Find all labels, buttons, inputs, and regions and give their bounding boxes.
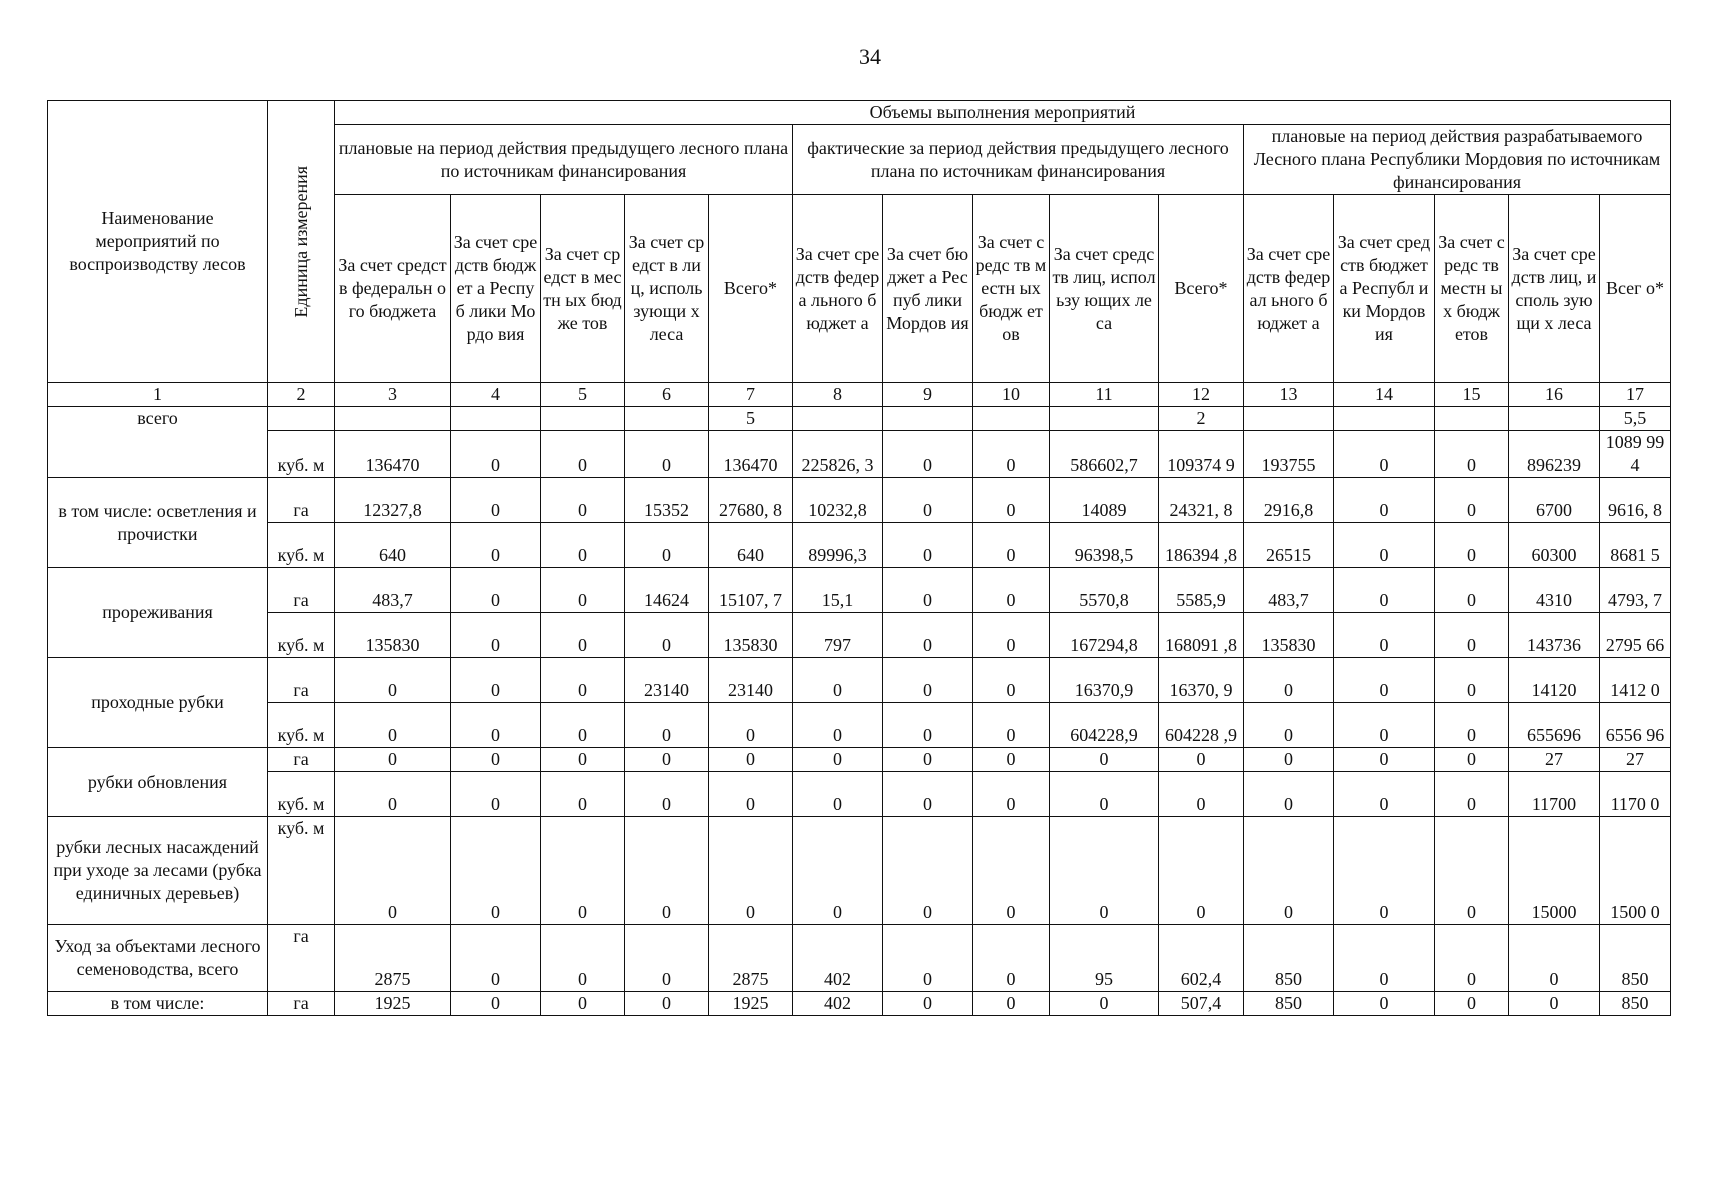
table-row (48, 658, 1671, 703)
value-cell: 9616, 8 (1600, 478, 1671, 523)
value-cell: 23140 (709, 658, 793, 703)
value-cell: 0 (1050, 772, 1159, 817)
value-cell: 850 (1244, 992, 1334, 1016)
value-cell: 6556 96 (1600, 703, 1671, 748)
row-group-name: всего (48, 407, 268, 478)
value-cell: 0 (1435, 568, 1509, 613)
row-unit: га (268, 748, 335, 772)
value-cell (973, 407, 1050, 431)
column-number: 16 (1509, 383, 1600, 407)
value-cell: 0 (625, 523, 709, 568)
value-cell: 0 (625, 772, 709, 817)
value-cell: 135830 (709, 613, 793, 658)
header-unit (268, 101, 335, 383)
value-cell: 0 (1435, 703, 1509, 748)
value-cell: 0 (335, 658, 451, 703)
table-row (48, 568, 1671, 613)
subheader-g2-1: За счет средств федера льного бюджет а (793, 195, 883, 383)
value-cell: 0 (451, 658, 541, 703)
value-cell: 0 (973, 992, 1050, 1016)
column-number: 2 (268, 383, 335, 407)
value-cell: 0 (1334, 925, 1435, 992)
value-cell: 1412 0 (1600, 658, 1671, 703)
value-cell: 0 (883, 817, 973, 925)
value-cell: 0 (541, 925, 625, 992)
value-cell (451, 407, 541, 431)
value-cell: 0 (335, 772, 451, 817)
header-volumes: Объемы выполнения мероприятий (335, 101, 1671, 125)
value-cell: 0 (1334, 748, 1435, 772)
value-cell: 1089 994 (1600, 431, 1671, 478)
row-group-name: проходные рубки (48, 658, 268, 748)
value-cell: 143736 (1509, 613, 1600, 658)
row-unit: куб. м (268, 703, 335, 748)
value-cell: 586602,7 (1050, 431, 1159, 478)
value-cell: 0 (451, 703, 541, 748)
value-cell: 16370,9 (1050, 658, 1159, 703)
row-unit: куб. м (268, 523, 335, 568)
value-cell: 5570,8 (1050, 568, 1159, 613)
value-cell: 5 (709, 407, 793, 431)
value-cell: 109374 9 (1159, 431, 1244, 478)
row-unit: га (268, 992, 335, 1016)
value-cell: 0 (451, 523, 541, 568)
row-unit: га (268, 478, 335, 523)
value-cell: 0 (1435, 658, 1509, 703)
value-cell: 0 (1334, 613, 1435, 658)
column-number: 6 (625, 383, 709, 407)
row-group-name: рубки лесных насаждений при уходе за лесами (рубка единичных деревьев) (48, 817, 268, 925)
value-cell: 0 (625, 613, 709, 658)
value-cell: 135830 (335, 613, 451, 658)
column-number: 11 (1050, 383, 1159, 407)
value-cell: 0 (883, 658, 973, 703)
value-cell: 27 (1509, 748, 1600, 772)
table-row (48, 703, 1671, 748)
value-cell: 0 (883, 703, 973, 748)
value-cell: 0 (709, 772, 793, 817)
value-cell (541, 407, 625, 431)
value-cell: 0 (793, 658, 883, 703)
value-cell: 0 (335, 748, 451, 772)
value-cell: 602,4 (1159, 925, 1244, 992)
value-cell: 0 (973, 523, 1050, 568)
value-cell: 1170 0 (1600, 772, 1671, 817)
value-cell: 0 (1435, 817, 1509, 925)
value-cell: 0 (541, 613, 625, 658)
value-cell: 0 (883, 925, 973, 992)
value-cell: 2 (1159, 407, 1244, 431)
value-cell: 0 (1244, 748, 1334, 772)
value-cell: 0 (1334, 658, 1435, 703)
value-cell: 0 (973, 568, 1050, 613)
value-cell (1509, 407, 1600, 431)
subheader-g3-1: За счет средств федерал ьного бюджет а (1244, 195, 1334, 383)
value-cell: 0 (1435, 523, 1509, 568)
column-number: 12 (1159, 383, 1244, 407)
value-cell: 0 (1334, 703, 1435, 748)
value-cell: 604228,9 (1050, 703, 1159, 748)
subheader-g2-2: За счет бюджет а Респуб лики Мордов ия (883, 195, 973, 383)
value-cell: 0 (541, 523, 625, 568)
value-cell: 0 (973, 658, 1050, 703)
value-cell: 0 (541, 748, 625, 772)
value-cell: 15352 (625, 478, 709, 523)
value-cell: 0 (451, 613, 541, 658)
value-cell: 483,7 (335, 568, 451, 613)
table-row (48, 992, 1671, 1016)
value-cell: 0 (541, 992, 625, 1016)
value-cell: 0 (793, 772, 883, 817)
value-cell: 15107, 7 (709, 568, 793, 613)
table-row (48, 431, 1671, 478)
value-cell: 0 (1244, 703, 1334, 748)
value-cell: 604228 ,9 (1159, 703, 1244, 748)
value-cell: 0 (625, 703, 709, 748)
value-cell: 0 (883, 772, 973, 817)
subheader-g2-5: Всего* (1159, 195, 1244, 383)
row-group-name: рубки обновления (48, 748, 268, 817)
value-cell (1244, 407, 1334, 431)
value-cell: 0 (973, 817, 1050, 925)
value-cell: 0 (973, 613, 1050, 658)
value-cell: 1925 (335, 992, 451, 1016)
value-cell: 0 (1509, 992, 1600, 1016)
value-cell: 0 (709, 817, 793, 925)
value-cell: 14089 (1050, 478, 1159, 523)
header-unit-text: Единица измерения (290, 165, 311, 318)
value-cell: 5585,9 (1159, 568, 1244, 613)
value-cell: 0 (1334, 431, 1435, 478)
header-name: Наименование мероприятий по воспроизводству лесов (48, 101, 268, 383)
value-cell: 0 (625, 992, 709, 1016)
subheader-g1-5: Всего* (709, 195, 793, 383)
value-cell: 0 (451, 925, 541, 992)
value-cell: 640 (335, 523, 451, 568)
column-number: 10 (973, 383, 1050, 407)
row-group-name: в том числе: осветления и прочистки (48, 478, 268, 568)
row-group-name: прореживания (48, 568, 268, 658)
value-cell: 0 (1244, 817, 1334, 925)
value-cell: 16370, 9 (1159, 658, 1244, 703)
value-cell: 0 (1435, 478, 1509, 523)
value-cell: 0 (335, 817, 451, 925)
value-cell: 0 (883, 613, 973, 658)
value-cell: 135830 (1244, 613, 1334, 658)
table-row (48, 613, 1671, 658)
value-cell: 0 (541, 703, 625, 748)
table-row (48, 817, 1671, 925)
value-cell (335, 407, 451, 431)
value-cell: 483,7 (1244, 568, 1334, 613)
row-group-name: в том числе: (48, 992, 268, 1016)
value-cell (793, 407, 883, 431)
value-cell: 27680, 8 (709, 478, 793, 523)
subheader-g1-2: За счет средств бюджет а Респуб лики Мордо вия (451, 195, 541, 383)
table-row (48, 523, 1671, 568)
table-row (48, 925, 1671, 992)
value-cell: 0 (709, 703, 793, 748)
value-cell: 0 (541, 658, 625, 703)
value-cell: 0 (451, 478, 541, 523)
header-group-planned-prev: плановые на период действия предыдущего лесного плана по источникам финансирования (335, 125, 793, 195)
value-cell: 14120 (1509, 658, 1600, 703)
column-number: 3 (335, 383, 451, 407)
value-cell: 6700 (1509, 478, 1600, 523)
value-cell: 0 (973, 703, 1050, 748)
column-number: 8 (793, 383, 883, 407)
value-cell: 797 (793, 613, 883, 658)
subheader-g1-3: За счет средст в местн ых бюдже тов (541, 195, 625, 383)
value-cell: 0 (1334, 992, 1435, 1016)
value-cell: 0 (709, 748, 793, 772)
value-cell: 1925 (709, 992, 793, 1016)
value-cell: 850 (1244, 925, 1334, 992)
value-cell: 0 (883, 523, 973, 568)
value-cell: 0 (973, 925, 1050, 992)
value-cell: 0 (625, 431, 709, 478)
value-cell: 89996,3 (793, 523, 883, 568)
value-cell (1334, 407, 1435, 431)
row-unit: куб. м (268, 431, 335, 478)
value-cell: 0 (883, 568, 973, 613)
value-cell: 2875 (709, 925, 793, 992)
value-cell: 0 (973, 748, 1050, 772)
value-cell: 0 (1159, 817, 1244, 925)
row-unit: га (268, 658, 335, 703)
value-cell: 0 (451, 568, 541, 613)
value-cell (625, 407, 709, 431)
value-cell: 167294,8 (1050, 613, 1159, 658)
value-cell: 0 (1159, 748, 1244, 772)
value-cell: 2916,8 (1244, 478, 1334, 523)
subheader-g2-3: За счет средс тв местн ых бюдж етов (973, 195, 1050, 383)
value-cell: 655696 (1509, 703, 1600, 748)
value-cell: 0 (451, 748, 541, 772)
value-cell: 24321, 8 (1159, 478, 1244, 523)
value-cell (1435, 407, 1509, 431)
column-number: 1 (48, 383, 268, 407)
value-cell: 0 (625, 925, 709, 992)
row-unit: куб. м (268, 613, 335, 658)
table-body (48, 101, 1671, 1016)
value-cell: 4793, 7 (1600, 568, 1671, 613)
column-number: 7 (709, 383, 793, 407)
subheader-g3-3: За счет средс тв местн ых бюдж етов (1435, 195, 1509, 383)
value-cell: 0 (541, 772, 625, 817)
value-cell: 0 (883, 748, 973, 772)
value-cell: 26515 (1244, 523, 1334, 568)
table-row (48, 407, 1671, 431)
subheader-g3-4: За счет средств лиц, исполь зующи х леса (1509, 195, 1600, 383)
value-cell: 23140 (625, 658, 709, 703)
value-cell: 95 (1050, 925, 1159, 992)
subheader-g3-5: Всег о* (1600, 195, 1671, 383)
value-cell: 0 (793, 817, 883, 925)
value-cell: 896239 (1509, 431, 1600, 478)
value-cell: 15,1 (793, 568, 883, 613)
value-cell (1050, 407, 1159, 431)
row-unit: куб. м (268, 817, 335, 925)
value-cell: 0 (335, 703, 451, 748)
row-unit: куб. м (268, 772, 335, 817)
value-cell: 0 (1509, 925, 1600, 992)
value-cell: 0 (1050, 817, 1159, 925)
column-number: 4 (451, 383, 541, 407)
value-cell: 96398,5 (1050, 523, 1159, 568)
value-cell: 0 (1334, 523, 1435, 568)
value-cell: 0 (1159, 772, 1244, 817)
value-cell: 0 (1334, 568, 1435, 613)
table-row (48, 772, 1671, 817)
value-cell: 0 (1050, 748, 1159, 772)
column-number: 15 (1435, 383, 1509, 407)
value-cell: 186394 ,8 (1159, 523, 1244, 568)
column-numbers-row (48, 383, 1671, 407)
value-cell: 0 (883, 431, 973, 478)
value-cell: 0 (541, 431, 625, 478)
column-number: 9 (883, 383, 973, 407)
row-unit: га (268, 568, 335, 613)
subheader-g2-4: За счет средств лиц, использу ющих леса (1050, 195, 1159, 383)
value-cell: 11700 (1509, 772, 1600, 817)
value-cell: 850 (1600, 925, 1671, 992)
value-cell: 0 (793, 703, 883, 748)
value-cell: 402 (793, 925, 883, 992)
value-cell: 0 (541, 568, 625, 613)
value-cell: 0 (1435, 772, 1509, 817)
value-cell: 402 (793, 992, 883, 1016)
table-row (48, 748, 1671, 772)
value-cell: 0 (625, 817, 709, 925)
column-number: 13 (1244, 383, 1334, 407)
value-cell: 0 (1435, 992, 1509, 1016)
value-cell: 2875 (335, 925, 451, 992)
value-cell: 225826, 3 (793, 431, 883, 478)
value-cell: 15000 (1509, 817, 1600, 925)
value-cell: 0 (1435, 431, 1509, 478)
table-row (48, 478, 1671, 523)
value-cell: 14624 (625, 568, 709, 613)
value-cell: 4310 (1509, 568, 1600, 613)
value-cell: 0 (1334, 817, 1435, 925)
value-cell: 850 (1600, 992, 1671, 1016)
value-cell (883, 407, 973, 431)
reforestation-table (47, 100, 1671, 1016)
value-cell: 507,4 (1159, 992, 1244, 1016)
value-cell: 0 (973, 478, 1050, 523)
value-cell: 0 (1435, 748, 1509, 772)
value-cell: 1500 0 (1600, 817, 1671, 925)
value-cell: 2795 66 (1600, 613, 1671, 658)
subheader-g1-4: За счет средст в лиц, исполь зующи х леса (625, 195, 709, 383)
value-cell: 640 (709, 523, 793, 568)
value-cell: 0 (451, 772, 541, 817)
value-cell: 0 (451, 817, 541, 925)
value-cell: 0 (1244, 772, 1334, 817)
value-cell: 0 (1334, 478, 1435, 523)
value-cell: 0 (541, 817, 625, 925)
value-cell: 0 (1050, 992, 1159, 1016)
row-unit: га (268, 925, 335, 992)
column-number: 17 (1600, 383, 1671, 407)
value-cell: 0 (451, 431, 541, 478)
value-cell: 136470 (709, 431, 793, 478)
value-cell: 0 (625, 748, 709, 772)
page-number: 34 (859, 44, 881, 69)
value-cell: 0 (541, 478, 625, 523)
value-cell: 0 (883, 992, 973, 1016)
column-number: 14 (1334, 383, 1435, 407)
value-cell: 0 (973, 772, 1050, 817)
value-cell: 0 (1244, 658, 1334, 703)
subheader-g3-2: За счет средств бюджет а Республ ики Мордов ия (1334, 195, 1435, 383)
row-unit (268, 407, 335, 431)
value-cell: 12327,8 (335, 478, 451, 523)
value-cell: 60300 (1509, 523, 1600, 568)
value-cell: 0 (1334, 772, 1435, 817)
value-cell: 0 (883, 478, 973, 523)
value-cell: 193755 (1244, 431, 1334, 478)
header-group-planned-new: плановые на период действия разрабатываемого Лесного плана Республики Мордовия по источникам финансирования (1244, 125, 1671, 195)
value-cell: 10232,8 (793, 478, 883, 523)
column-number: 5 (541, 383, 625, 407)
value-cell: 0 (451, 992, 541, 1016)
value-cell: 0 (793, 748, 883, 772)
value-cell: 8681 5 (1600, 523, 1671, 568)
value-cell: 0 (1435, 613, 1509, 658)
value-cell: 0 (973, 431, 1050, 478)
subheader-g1-1: За счет средств федеральн ого бюджета (335, 195, 451, 383)
value-cell: 136470 (335, 431, 451, 478)
value-cell: 27 (1600, 748, 1671, 772)
value-cell: 5,5 (1600, 407, 1671, 431)
value-cell: 0 (1435, 925, 1509, 992)
value-cell: 168091 ,8 (1159, 613, 1244, 658)
header-group-actual-prev: фактические за период действия предыдущего лесного плана по источникам финансирования (793, 125, 1244, 195)
row-group-name: Уход за объектами лесного семеноводства, всего (48, 925, 268, 992)
